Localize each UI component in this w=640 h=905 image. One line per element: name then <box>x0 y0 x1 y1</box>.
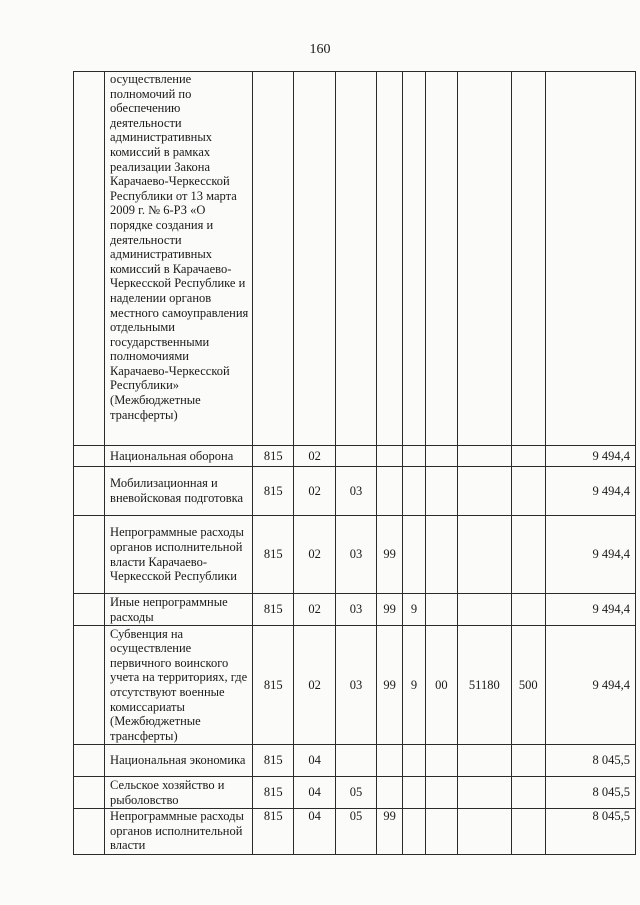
target-cell <box>457 446 511 467</box>
row-name-cell: осуществление полномочий по обеспечению деятельности административных комиссий в рамках реализации Закона Карачаево-Черкесской Республики от 13 марта 2009 г. № 6-РЗ «О порядке создания и деятельности административных комиссий в Карачаево-Черкесской Республике и наделении органов местного самоуправления отдельными государственными полномочиями Карачаево-Черкесской Республики» (Межбюджетные трансферты) <box>105 72 253 446</box>
subsection-cell: 05 <box>335 809 376 855</box>
program-cell: 99 <box>377 626 403 745</box>
direction-cell: 00 <box>425 626 457 745</box>
table-row <box>74 777 636 809</box>
section-cell <box>294 72 335 446</box>
section-cell: 04 <box>294 809 335 855</box>
program-cell: 99 <box>377 594 403 626</box>
target-cell: 51180 <box>457 626 511 745</box>
row-number-cell <box>74 516 105 594</box>
row-number-cell <box>74 72 105 446</box>
row-number-cell <box>74 777 105 809</box>
expense-type-cell <box>511 777 545 809</box>
row-number-cell <box>74 745 105 777</box>
amount-cell: 8 045,5 <box>545 809 635 855</box>
table-row <box>74 745 636 777</box>
direction-cell <box>425 594 457 626</box>
target-cell <box>457 72 511 446</box>
row-name-text: Непрограммные расходы органов исполнительной власти <box>110 809 244 853</box>
direction-cell <box>425 516 457 594</box>
program-cell <box>377 72 403 446</box>
amount-cell <box>545 72 635 446</box>
amount-cell: 8 045,5 <box>545 777 635 809</box>
expense-type-cell <box>511 467 545 516</box>
row-name-cell: Непрограммные расходы органов исполнительной власти Карачаево-Черкесской Республики <box>105 516 253 594</box>
subprogram-cell <box>403 72 426 446</box>
expense-type-cell <box>511 745 545 777</box>
section-cell: 02 <box>294 626 335 745</box>
ministry-cell <box>253 72 294 446</box>
program-cell <box>377 745 403 777</box>
program-cell <box>377 777 403 809</box>
row-number-cell <box>74 446 105 467</box>
amount-cell: 9 494,4 <box>545 467 635 516</box>
subsection-cell <box>335 745 376 777</box>
ministry-cell: 815 <box>253 626 294 745</box>
row-name-cell: Субвенция на осуществление первичного воинского учета на территориях, где отсутствуют военные комиссариаты (Межбюджетные трансферты) <box>105 626 253 745</box>
expense-type-cell <box>511 72 545 446</box>
subprogram-cell: 9 <box>403 594 426 626</box>
section-cell: 04 <box>294 777 335 809</box>
subsection-cell: 05 <box>335 777 376 809</box>
section-cell: 02 <box>294 594 335 626</box>
direction-cell <box>425 467 457 516</box>
program-cell: 99 <box>377 516 403 594</box>
row-name-cell: Национальная экономика <box>105 745 253 777</box>
table-row <box>74 516 636 594</box>
subprogram-cell <box>403 467 426 516</box>
amount-cell: 9 494,4 <box>545 594 635 626</box>
page-number: 160 <box>309 42 331 57</box>
target-cell <box>457 809 511 855</box>
expense-type-cell: 500 <box>511 626 545 745</box>
amount-cell: 9 494,4 <box>545 516 635 594</box>
subsection-cell: 03 <box>335 467 376 516</box>
ministry-cell: 815 <box>253 745 294 777</box>
subprogram-cell <box>403 809 426 855</box>
amount-cell: 8 045,5 <box>545 745 635 777</box>
row-number-cell <box>74 626 105 745</box>
section-cell: 04 <box>294 745 335 777</box>
table-row <box>74 594 636 626</box>
subprogram-cell <box>403 777 426 809</box>
ministry-cell: 815 <box>253 446 294 467</box>
expense-type-cell <box>511 809 545 855</box>
table-row <box>74 467 636 516</box>
ministry-cell: 815 <box>253 809 294 855</box>
row-name-cell: Иные непрограммные расходы <box>105 594 253 626</box>
expense-type-cell <box>511 446 545 467</box>
ministry-cell: 815 <box>253 777 294 809</box>
subsection-cell: 03 <box>335 626 376 745</box>
target-cell <box>457 745 511 777</box>
table-row <box>74 446 636 467</box>
table-row <box>74 72 636 446</box>
row-name-cell <box>105 809 253 855</box>
row-name-cell: Национальная оборона <box>105 446 253 467</box>
target-cell <box>457 516 511 594</box>
subprogram-cell <box>403 516 426 594</box>
amount-cell: 9 494,4 <box>545 626 635 745</box>
subsection-cell: 03 <box>335 594 376 626</box>
row-name-cell: Мобилизационная и вневойсковая подготовка <box>105 467 253 516</box>
expense-type-cell <box>511 516 545 594</box>
row-name-cell: Сельское хозяйство и рыболовство <box>105 777 253 809</box>
section-cell: 02 <box>294 467 335 516</box>
row-number-cell <box>74 594 105 626</box>
section-cell: 02 <box>294 446 335 467</box>
direction-cell <box>425 745 457 777</box>
direction-cell <box>425 777 457 809</box>
program-cell <box>377 467 403 516</box>
subprogram-cell: 9 <box>403 626 426 745</box>
target-cell <box>457 777 511 809</box>
subprogram-cell <box>403 745 426 777</box>
subsection-cell <box>335 72 376 446</box>
ministry-cell: 815 <box>253 594 294 626</box>
subsection-cell: 03 <box>335 516 376 594</box>
budget-table <box>73 71 636 855</box>
program-cell <box>377 446 403 467</box>
target-cell <box>457 594 511 626</box>
expense-type-cell <box>511 594 545 626</box>
section-cell: 02 <box>294 516 335 594</box>
program-cell: 99 <box>377 809 403 855</box>
ministry-cell: 815 <box>253 467 294 516</box>
direction-cell <box>425 72 457 446</box>
amount-cell: 9 494,4 <box>545 446 635 467</box>
target-cell <box>457 467 511 516</box>
table-row <box>74 626 636 745</box>
direction-cell <box>425 809 457 855</box>
subsection-cell <box>335 446 376 467</box>
row-number-cell <box>74 809 105 855</box>
ministry-cell: 815 <box>253 516 294 594</box>
subprogram-cell <box>403 446 426 467</box>
row-number-cell <box>74 467 105 516</box>
direction-cell <box>425 446 457 467</box>
table-row <box>74 809 636 855</box>
